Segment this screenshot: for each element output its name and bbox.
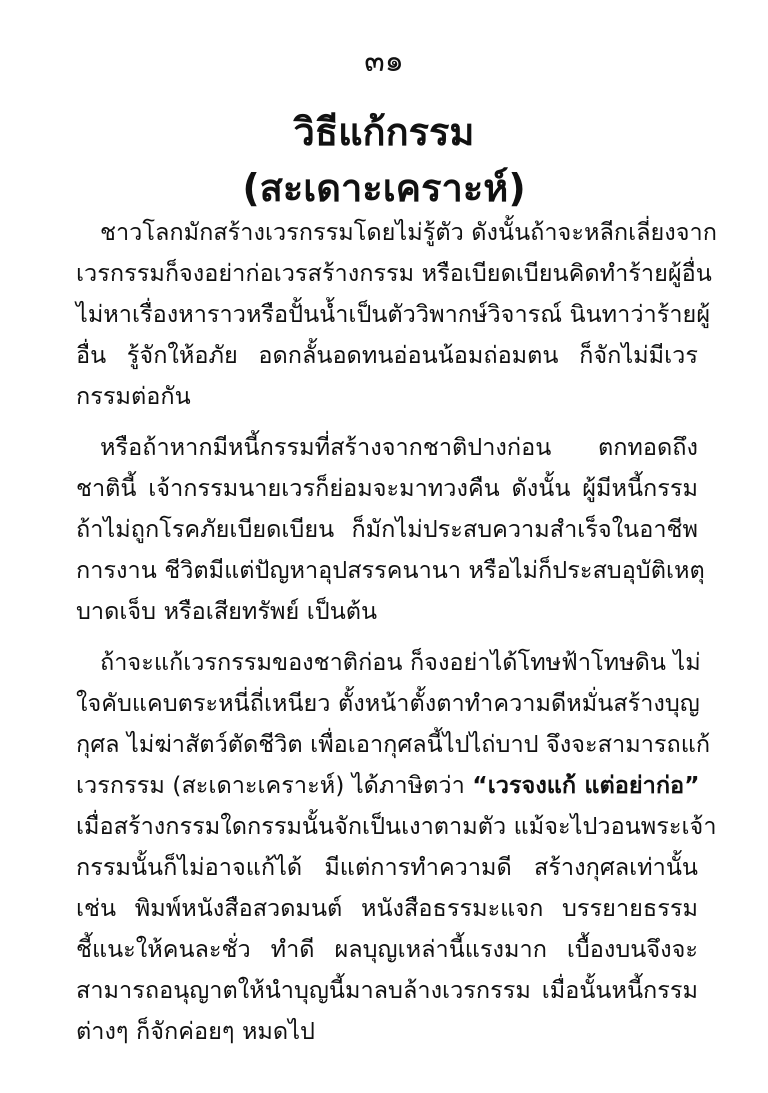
text-line: บาดเจ็บ หรือเสียทรัพย์ เป็นต้น: [76, 597, 378, 625]
paragraph-3: [76, 642, 717, 1052]
bold-quote: “เวรจงแก้ แต่อย่าก่อ”: [472, 771, 700, 799]
text-line-with-quote: [76, 765, 698, 806]
title-line-2: (สะเดาะเคราะห์): [242, 166, 526, 210]
text-line: ใจคับแคบตระหนี่ถี่เหนียว ตั้งหน้าตั้งตาทำความดีหมั่นสร้างบุญ: [76, 689, 700, 717]
text-line: เวรกรรมก็จงอย่าก่อเวรสร้างกรรม หรือเบียดเบียนคิดทำร้ายผู้อื่น: [76, 259, 712, 287]
paragraph-2: [76, 427, 705, 632]
title-line-1: วิธีแก้กรรม: [293, 110, 475, 154]
paragraph-1: [76, 212, 717, 417]
text-line: เมื่อสร้างกรรมใดกรรมนั้นจักเป็นเงาตามตัว แม้จะไปวอนพระเจ้า: [76, 812, 717, 840]
text-line: หรือถ้าหากมีหนี้กรรมที่สร้างจากชาติปางก่อน ตกทอดถึง: [100, 433, 698, 461]
text-segment: เวรกรรม (สะเดาะเคราะห์) ได้ภาษิตว่า: [76, 771, 465, 799]
text-line: กรรมต่อกัน: [76, 382, 191, 410]
body-text: [76, 212, 717, 1062]
text-line: สามารถอนุญาตให้นำบุญนี้มาลบล้างเวรกรรม เมื่อนั้นหนี้กรรม: [76, 976, 698, 1004]
page-number: ๓๑: [364, 44, 404, 79]
text-line: ถ้าไม่ถูกโรคภัยเบียดเบียน ก็มักไม่ประสบความสำเร็จในอาชีพ: [76, 515, 698, 543]
text-line: ชี้แนะให้คนละชั่ว ทำดี ผลบุญเหล่านี้แรงมาก เบื้องบนจึงจะ: [76, 935, 698, 963]
text-line: ชาวโลกมักสร้างเวรกรรมโดยไม่รู้ตัว ดังนั้นถ้าจะหลีกเลี่ยงจาก: [100, 218, 717, 246]
text-line: เช่น พิมพ์หนังสือสวดมนต์ หนังสือธรรมะแจก บรรยายธรรม: [76, 894, 698, 922]
text-line: ไม่หาเรื่องหาราวหรือปั้นน้ำเป็นตัววิพากษ์วิจารณ์ นินทาว่าร้ายผู้: [76, 300, 711, 328]
text-line: การงาน ชีวิตมีแต่ปัญหาอุปสรรคนานา หรือไม่ก็ประสบอุบัติเหตุ: [76, 556, 705, 584]
text-line: อื่น รู้จักให้อภัย อดกลั้นอดทนอ่อนน้อมถ่อมตน ก็จักไม่มีเวร: [76, 341, 698, 369]
text-line: ชาตินี้ เจ้ากรรมนายเวรก็ย่อมจะมาทวงคืน ดังนั้น ผู้มีหนี้กรรม: [76, 474, 698, 502]
text-line: กุศล ไม่ฆ่าสัตว์ตัดชีวิต เพื่อเอากุศลนี้ไปไถ่บาป จึงจะสามารถแก้: [76, 730, 711, 758]
text-line: ต่างๆ ก็จักค่อยๆ หมดไป: [76, 1017, 315, 1045]
text-line: กรรมนั้นก็ไม่อาจแก้ได้ มีแต่การทำความดี สร้างกุศลเท่านั้น: [76, 853, 698, 881]
text-line: ถ้าจะแก้เวรกรรมของชาติก่อน ก็จงอย่าได้โทษฟ้าโทษดิน ไม่: [100, 648, 701, 676]
